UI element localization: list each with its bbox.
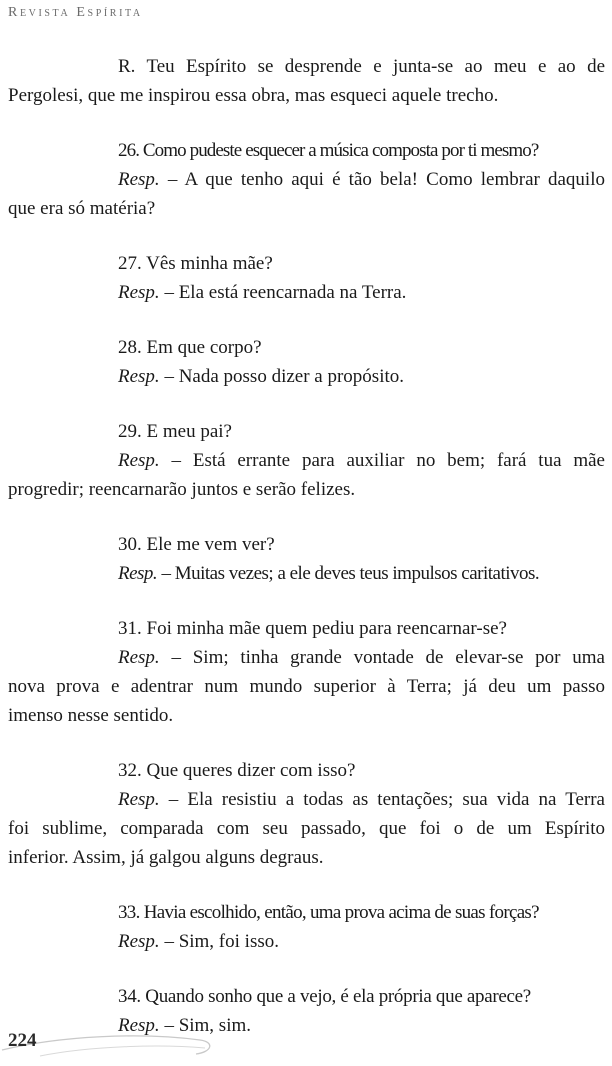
answer-line: nova prova e adentrar num mundo superior à Terra; já deu um passo [8, 676, 605, 697]
answer-line: inferior. Assim, já galgou alguns degraus. [8, 847, 324, 868]
answer-text: – Muitas vezes; a ele deves teus impulsos caritativos. [157, 563, 540, 584]
resp-label: Resp. [118, 282, 160, 303]
resp-label: Resp. [118, 366, 160, 387]
answer-text: – Nada posso dizer a propósito. [159, 366, 404, 387]
answer-text: – A que tenho aqui é tão bela! Como lembrar daquilo [159, 169, 605, 190]
question-line: 34. Quando sonho que a vejo, é ela própria que aparece? [118, 986, 531, 1007]
qa-block-27 [8, 249, 605, 307]
answer-text: – Ela está reencarnada na Terra. [159, 282, 407, 303]
qa-block-26 [8, 136, 605, 223]
question-line: 26. Como pudeste esquecer a música composta por ti mesmo? [118, 140, 539, 161]
answer-block-intro [8, 52, 605, 110]
question-line: 27. Vês minha mãe? [118, 253, 273, 274]
decorative-swoosh [0, 1028, 260, 1058]
question-line: 28. Em que corpo? [118, 337, 262, 358]
answer-line [8, 165, 605, 194]
answer-text: – Sim, sim. [159, 1015, 252, 1036]
qa-block-28 [8, 333, 605, 391]
answer-line: que era só matéria? [8, 198, 156, 219]
qa-block-29 [8, 417, 605, 504]
resp-label: Resp. [118, 450, 160, 471]
answer-line [8, 785, 605, 814]
resp-label: Resp. [118, 647, 160, 668]
resp-label: Resp. [118, 1015, 160, 1036]
qa-block-32 [8, 756, 605, 872]
answer-text: – Sim; tinha grande vontade de elevar-se por uma [159, 647, 605, 668]
answer-text: – Ela resistiu a todas as tentações; sua vida na Terra [159, 789, 605, 810]
paragraph-line: R. Teu Espírito se desprende e junta-se ao meu e ao de [118, 56, 605, 77]
answer-line: foi sublime, comparada com seu passado, que foi o de um Espírito [8, 818, 605, 839]
page-number: 224 [8, 1030, 37, 1051]
resp-label: Resp. [118, 789, 160, 810]
question-line: 32. Que queres dizer com isso? [118, 760, 356, 781]
qa-block-30 [8, 530, 605, 588]
qa-block-31 [8, 614, 605, 730]
answer-line: imenso nesse sentido. [8, 705, 174, 726]
resp-label: Resp. [118, 169, 160, 190]
qa-block-33 [8, 898, 605, 956]
page-body [8, 52, 605, 1066]
question-line: 30. Ele me vem ver? [118, 534, 275, 555]
answer-text: – Sim, foi isso. [159, 931, 279, 952]
answer-text: – Está errante para auxiliar no bem; fará tua mãe [159, 450, 605, 471]
answer-line [8, 643, 605, 672]
answer-line [8, 278, 605, 307]
answer-line: progredir; reencarnarão juntos e serão felizes. [8, 479, 356, 500]
resp-label: Resp. [118, 931, 160, 952]
answer-line [8, 559, 605, 588]
question-line: 31. Foi minha mãe quem pediu para reencarnar-se? [118, 618, 507, 639]
paragraph-line: Pergolesi, que me inspirou essa obra, mas esqueci aquele trecho. [8, 85, 499, 106]
question-line: 33. Havia escolhido, então, uma prova acima de suas forças? [118, 902, 539, 923]
running-header: Revista Espírita [8, 5, 143, 20]
answer-line [8, 446, 605, 475]
answer-line [8, 362, 605, 391]
resp-label: Resp. [118, 563, 158, 584]
question-line: 29. E meu pai? [118, 421, 232, 442]
answer-line [8, 927, 605, 956]
